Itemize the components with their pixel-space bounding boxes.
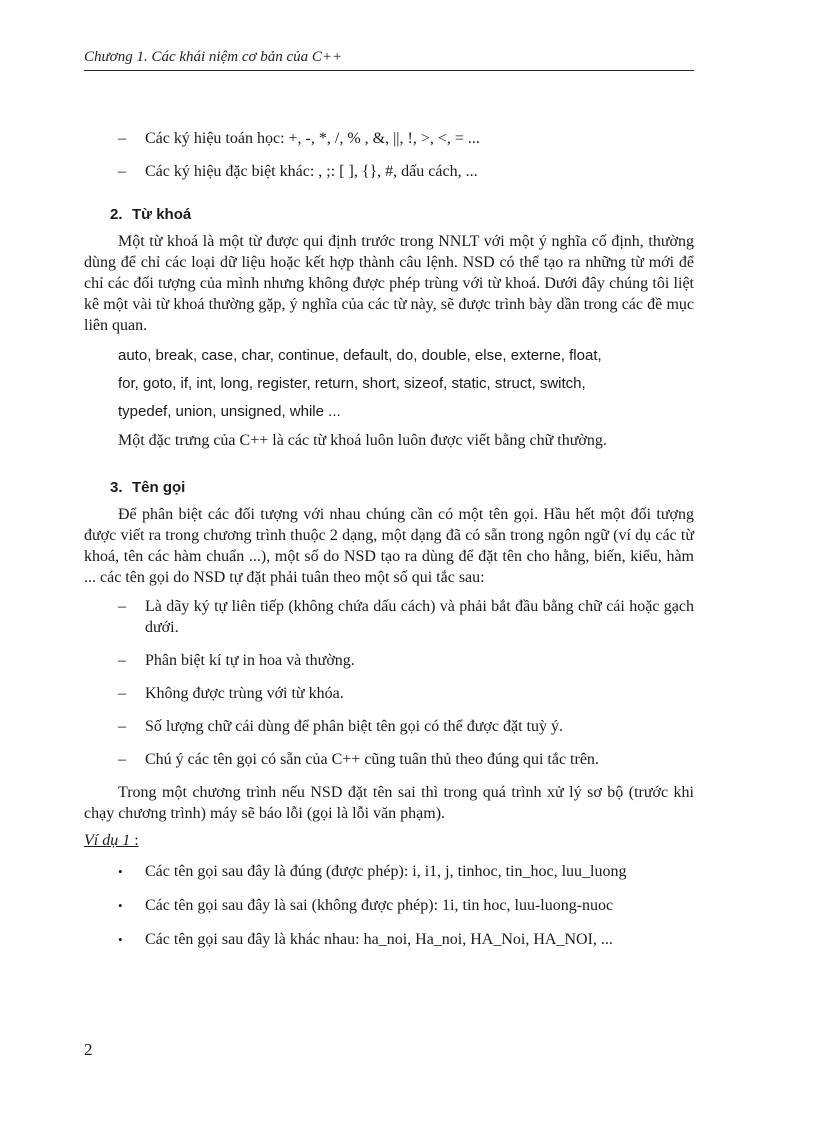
paragraph: Để phân biệt các đối tượng với nhau chúng cần có một tên gọi. Hầu hết một đối tượng được viết ra trong chương trình thuộc 2 dạng, một dạng đã có sẵn trong ngôn ngữ (ví dụ các từ khoá, tên các hàm chuẩn ...), một số do NSD tạo ra dùng để đặt tên cho hằng, biến, kiểu, hàm ... các tên gọi do NSD tự đặt phải tuân theo một số qui tắc sau: (84, 506, 694, 586)
rule-item (84, 596, 694, 638)
example-label-colon: : (130, 832, 139, 849)
bullet-icon: • (118, 898, 123, 913)
rule-item (84, 650, 694, 671)
example-label (84, 830, 694, 851)
example-text: Các tên gọi sau đây là khác nhau: ha_noi, Ha_noi, HA_Noi, HA_NOI, ... (145, 931, 613, 948)
bullet-icon: • (118, 932, 123, 947)
rule-item (84, 716, 694, 737)
paragraph: Trong một chương trình nếu NSD đặt tên sai thì trong quá trình xử lý sơ bộ (trước khi chạy chương trình) máy sẽ báo lỗi (gọi là lỗi văn phạm). (84, 784, 694, 822)
example-text: Các tên gọi sau đây là đúng (được phép): i, i1, j, tinhoc, tin_hoc, luu_luong (145, 863, 627, 880)
header-rule (84, 70, 694, 71)
dash-marker: – (118, 598, 126, 615)
dash-marker: – (118, 751, 126, 768)
page-body (84, 128, 694, 963)
paragraph: Một từ khoá là một từ được qui định trước trong NNLT với một ý nghĩa cố định, thường dùng để chỉ các loại dữ liệu hoặc kết hợp thành câu lệnh. NSD có thể tạo ra những từ mới để chỉ các đối tượng của mình nhưng không được phép trùng với từ khoá. Dưới đây chúng tôi liệt kê một vài từ khoá thường gặp, ý nghĩa của các từ này, sẽ được trình bày dần trong các đề mục liên quan. (84, 233, 694, 334)
section-number: 2. (110, 206, 123, 223)
dash-marker: – (118, 718, 126, 735)
keyword-line: for, goto, if, int, long, register, return, short, sizeof, static, struct, switch, (118, 375, 586, 392)
rule-text: Số lượng chữ cái dùng để phân biệt tên gọi có thể được đặt tuỳ ý. (145, 718, 563, 735)
list-item (84, 161, 694, 182)
section-title: Tên gọi (132, 479, 186, 496)
example-text: Các tên gọi sau đây là sai (không được phép): 1i, tin hoc, luu-luong-nuoc (145, 897, 614, 914)
keyword-note: Một đặc trưng của C++ là các từ khoá luôn luôn được viết bằng chữ thường. (118, 432, 607, 449)
example-item (84, 861, 694, 882)
dash-marker: – (118, 652, 126, 669)
example-item (84, 929, 694, 950)
section-number: 3. (110, 479, 123, 496)
section-title: Từ khoá (132, 206, 192, 223)
keyword-line: typedef, union, unsigned, while ... (118, 403, 341, 420)
rule-text: Là dãy ký tự liên tiếp (không chứa dấu cách) và phải bắt đầu bằng chữ cái hoặc gạch dưới. (145, 598, 694, 636)
list-item-text: Các ký hiệu toán học: +, -, *, /, % , &, ||, !, >, <, = ... (145, 130, 480, 147)
list-item-text: Các ký hiệu đặc biệt khác: , ;: [ ], {}, #, dấu cách, ... (145, 163, 478, 180)
rule-item (84, 683, 694, 704)
list-item (84, 128, 694, 149)
dash-marker: – (118, 685, 126, 702)
example-item (84, 895, 694, 916)
bullet-icon: • (118, 864, 123, 879)
page-number: 2 (84, 1040, 93, 1059)
dash-marker: – (118, 163, 126, 180)
rule-text: Không được trùng với từ khóa. (145, 685, 344, 702)
rule-text: Phân biệt kí tự in hoa và thường. (145, 652, 355, 669)
section-heading-keywords (84, 204, 694, 225)
example-label-text: Ví dụ 1 (84, 832, 131, 849)
dash-marker: – (118, 130, 126, 147)
rule-text: Chú ý các tên gọi có sẵn của C++ cũng tuân thủ theo đúng qui tắc trên. (145, 751, 599, 768)
rule-item (84, 749, 694, 770)
running-head: Chương 1. Các khái niệm cơ bản của C++ (84, 49, 343, 65)
section-heading-names (84, 477, 694, 498)
keyword-line: auto, break, case, char, continue, default, do, double, else, externe, float, (118, 347, 602, 364)
